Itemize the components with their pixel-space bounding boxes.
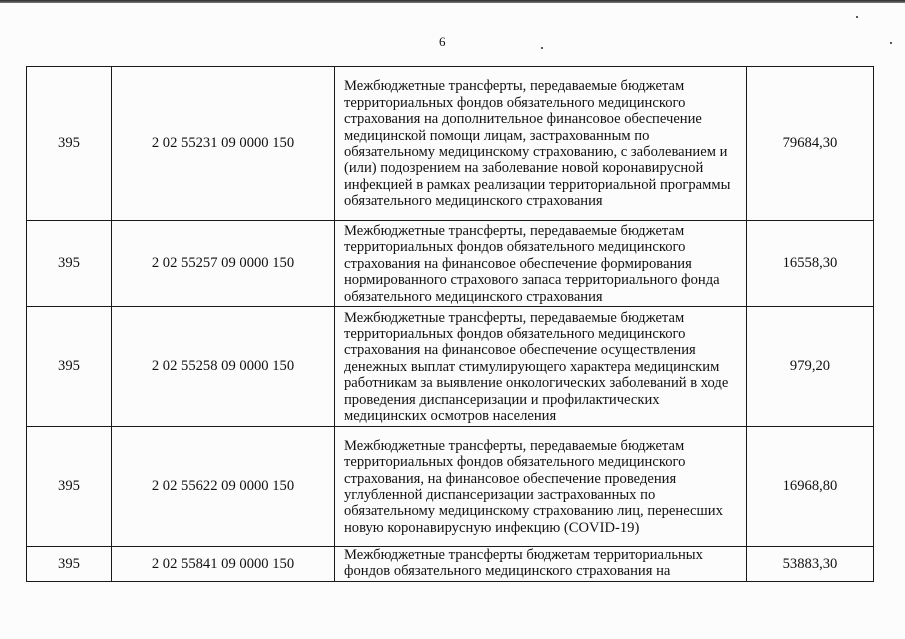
revenue-name-cell: Межбюджетные трансферты, передаваемые бюджетам территориальных фондов обязательного медицинского страхования, на финансовое обеспечение проведения углубленной диспансеризации застрахованных по обязательному медицинскому страхованию лиц, перенесших новую коронавирусную инфекцию (COVID-19) xyxy=(335,427,747,547)
table-row xyxy=(27,221,874,307)
budget-code-cell: 2 02 55257 09 0000 150 xyxy=(112,221,335,307)
amount-cell: 979,20 xyxy=(747,307,874,427)
budget-code-cell: 2 02 55622 09 0000 150 xyxy=(112,427,335,547)
scan-speck xyxy=(890,42,892,44)
table-row xyxy=(27,547,874,582)
page-mark xyxy=(541,47,543,49)
admin-code-cell: 395 xyxy=(27,547,112,582)
revenue-name-cell: Межбюджетные трансферты, передаваемые бюджетам территориальных фондов обязательного медицинского страхования на финансовое обеспечение формирования нормированного страхового запаса территориального фонда обязательного медицинского страхования xyxy=(335,221,747,307)
admin-code-cell: 395 xyxy=(27,221,112,307)
revenue-name-cell: Межбюджетные трансферты, передаваемые бюджетам территориальных фондов обязательного медицинского страхования на дополнительное финансовое обеспечение медицинской помощи лицам, застрахованным по обязательному медицинскому страхованию, с заболеванием и (или) подозрением на заболевание новой коронавирусной инфекцией в рамках реализации территориальной программы обязательного медицинского страхования xyxy=(335,67,747,221)
table-row xyxy=(27,67,874,221)
budget-code-cell: 2 02 55258 09 0000 150 xyxy=(112,307,335,427)
amount-cell: 16558,30 xyxy=(747,221,874,307)
amount-cell: 16968,80 xyxy=(747,427,874,547)
budget-transfers-table xyxy=(26,66,874,582)
admin-code-cell: 395 xyxy=(27,307,112,427)
page-number: 6 xyxy=(439,34,446,49)
admin-code-cell: 395 xyxy=(27,67,112,221)
budget-code-cell: 2 02 55841 09 0000 150 xyxy=(112,547,335,582)
scan-speck xyxy=(856,16,858,18)
amount-cell: 53883,30 xyxy=(747,547,874,582)
admin-code-cell: 395 xyxy=(27,427,112,547)
budget-code-cell: 2 02 55231 09 0000 150 xyxy=(112,67,335,221)
table-row xyxy=(27,307,874,427)
amount-cell: 79684,30 xyxy=(747,67,874,221)
table-row xyxy=(27,427,874,547)
scan-top-edge xyxy=(0,0,905,3)
revenue-name-cell: Межбюджетные трансферты бюджетам территориальных фондов обязательного медицинского страхования на xyxy=(335,547,747,582)
revenue-name-cell: Межбюджетные трансферты, передаваемые бюджетам территориальных фондов обязательного медицинского страхования на финансовое обеспечение осуществления денежных выплат стимулирующего характера медицинским работникам за выявление онкологических заболеваний в ходе проведения диспансеризации и профилактических медицинских осмотров населения xyxy=(335,307,747,427)
